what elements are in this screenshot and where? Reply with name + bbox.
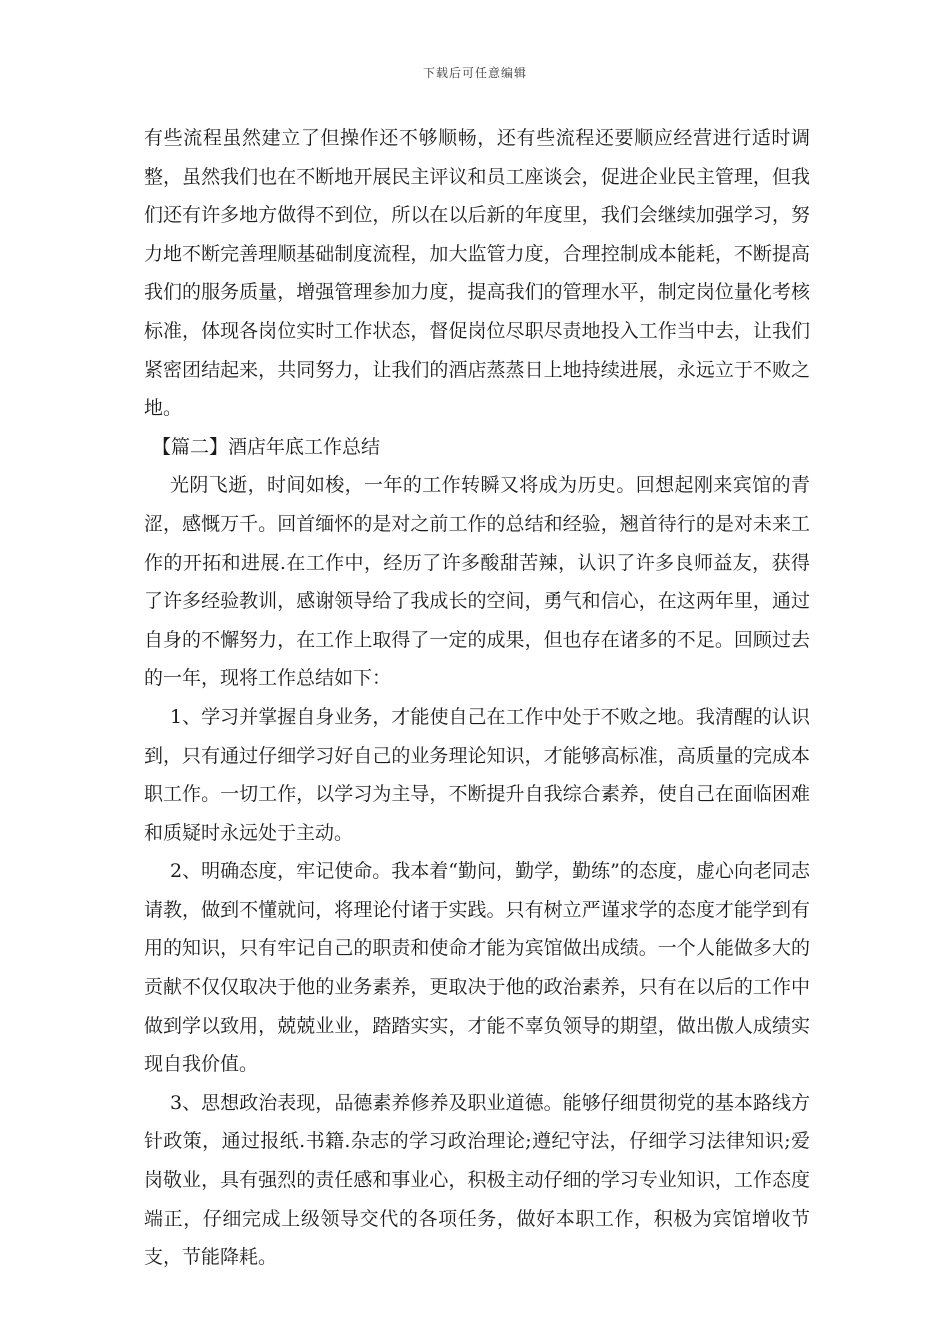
paragraph-item-3: 3、思想政治表现，品德素养修养及职业道德。能够仔细贯彻党的基本路线方针政策，通过报纸.书籍.杂志的学习政治理论;遵纪守法，仔细学习法律知识;爱岗敬业，具有强烈的责任感和事业心，积极主动仔细的学习专业知识，工作态度端正，仔细完成上级领导交代的各项任务，做好本职工作，积极为宾馆增收节支，节能降耗。 xyxy=(144,1091,810,1269)
section-heading: 【篇二】酒店年底工作总结 xyxy=(152,435,381,458)
paragraph-intro: 光阴飞逝，时间如梭，一年的工作转瞬又将成为历史。回想起刚来宾馆的青涩，感慨万千。回首缅怀的是对之前工作的总结和经验，翘首待行的是对未来工作的开拓和进展.在工作中，经历了许多酸甜苦辣，认识了许多良师益友，获得了许多经验教训，感谢领导给了我成长的空间，勇气和信心，在这两年里，通过自身的不懈努力，在工作上取得了一定的成果，但也存在诸多的不足。回顾过去的一年，现将工作总结如下： xyxy=(144,474,810,690)
paragraph-item-2: 2、明确态度，牢记使命。我本着“勤问，勤学，勤练”的态度，虚心向老同志请教，做到不懂就问，将理论付诸于实践。只有树立严谨求学的态度才能学到有用的知识，只有牢记自己的职责和使命才能为宾馆做出成绩。一个人能做多大的贡献不仅仅取决于他的业务素养，更取决于他的政治素养，只有在以后的工作中做到学以致用，兢兢业业，踏踏实实，才能不辜负领导的期望，做出傲人成绩实现自我价值。 xyxy=(144,860,810,1076)
paragraph-continuation: 有些流程虽然建立了但操作还不够顺畅，还有些流程还要顺应经营进行适时调整，虽然我们也在不断地开展民主评议和员工座谈会，促进企业民主管理，但我们还有许多地方做得不到位，所以在以后新的年度里，我们会继续加强学习，努力地不断完善理顺基础制度流程，加大监管力度，合理控制成本能耗，不断提高我们的服务质量，增强管理参加力度，提高我们的管理水平，制定岗位量化考核标准，体现各岗位实时工作状态，督促岗位尽职尽责地投入工作当中去，让我们紧密团结起来，共同努力，让我们的酒店蒸蒸日上地持续进展，永远立于不败之地。 xyxy=(144,127,810,420)
page-header-note: 下载后可任意编辑 xyxy=(422,66,527,80)
paragraph-item-1: 1、学习并掌握自身业务，才能使自己在工作中处于不败之地。我清醒的认识到，只有通过仔细学习好自己的业务理论知识，才能够高标准，高质量的完成本职工作。一切工作，以学习为主导，不断提升自我综合素养，使自己在面临困难和质疑时永远处于主动。 xyxy=(144,705,810,844)
document-body xyxy=(144,119,810,1277)
